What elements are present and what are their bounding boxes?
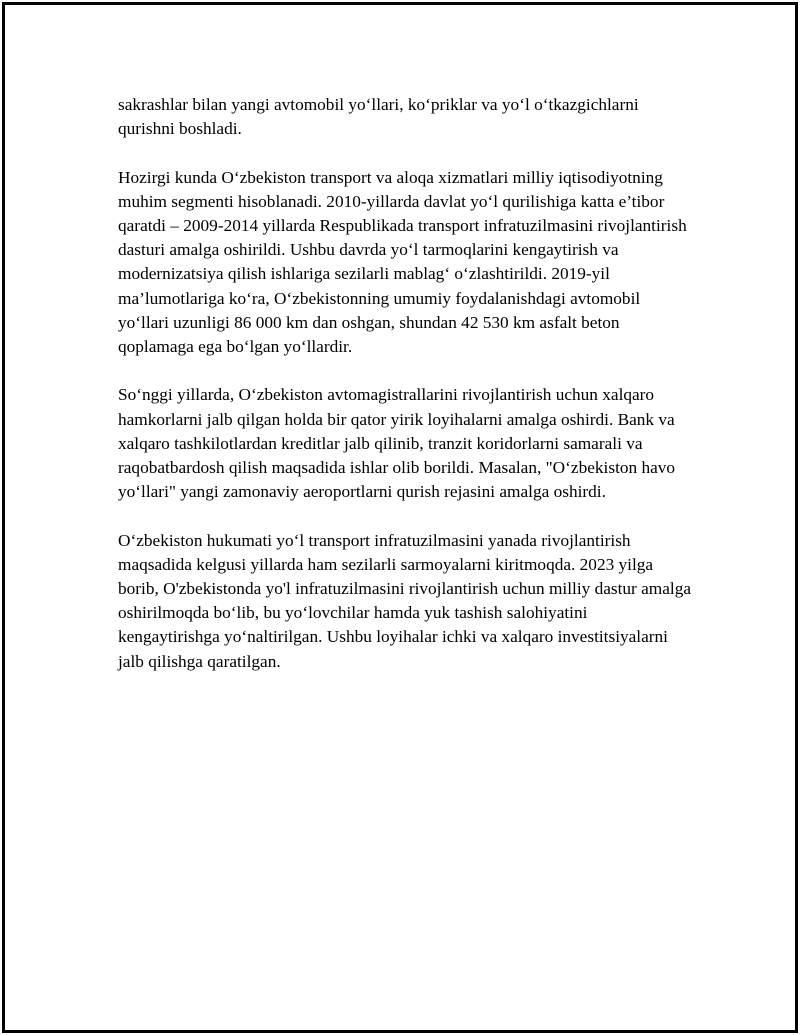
paragraph: sakrashlar bilan yangi avtomobil yo‘llari, ko‘priklar va yo‘l o‘tkazgichlarni qurishni boshladi.: [118, 95, 639, 139]
paragraph: So‘nggi yillarda, O‘zbekiston avtomagistrallarini rivojlantirish uchun xalqaro hamkorlarni jalb qilgan holda bir qator yirik loyihalarni amalga oshirdi. Bank va xalqaro tashkilotlardan kreditlar jalb qilinib, tranzit koridorlarni samarali va raqobatbardosh qilish maqsadida ishlar olib borildi. Masalan, "O‘zbekiston havo yo‘llari" yangi zamonaviy aeroportlarni qurish rejasini amalga oshirdi.: [118, 385, 676, 502]
paragraph: Hozirgi kunda O‘zbekiston transport va aloqa xizmatlari milliy iqtisodiyotning muhim segmenti hisoblanadi. 2010-yillarda davlat yo‘l qurilishiga katta e’tibor qaratdi – 2009-2014 yillarda Respublikada transport infratuzilmasini rivojlantirish dasturi amalga oshirildi. Ushbu davrda yo‘l tarmoqlarini kengaytirish va modernizatsiya qilish ishlariga sezilarli mablag‘ o‘zlashtirildi. 2019-yil ma’lumotlariga ko‘ra, O‘zbekistonning umumiy foydalanishdagi avtomobil yo‘llari uzunligi 86 000 km dan oshgan, shundan 42 530 km asfalt beton qoplamaga ega bo‘lgan yo‘llardir.: [118, 167, 687, 357]
paragraph: O‘zbekiston hukumati yo‘l transport infratuzilmasini yanada rivojlantirish maqsadida kelgusi yillarda ham sezilarli sarmoyalarni kiritmoqda. 2023 yilga borib, O'zbekistonda yo'l infratuzilmasini rivojlantirish uchun milliy dastur amalga oshirilmoqda bo‘lib, bu yo‘lovchilar hamda yuk tashish salohiyatini kengaytirishga yo‘naltirilgan. Ushbu loyihalar ichki va xalqaro investitsiyalarni jalb qilishga qaratilgan.: [118, 530, 692, 671]
document-body: [118, 93, 693, 674]
